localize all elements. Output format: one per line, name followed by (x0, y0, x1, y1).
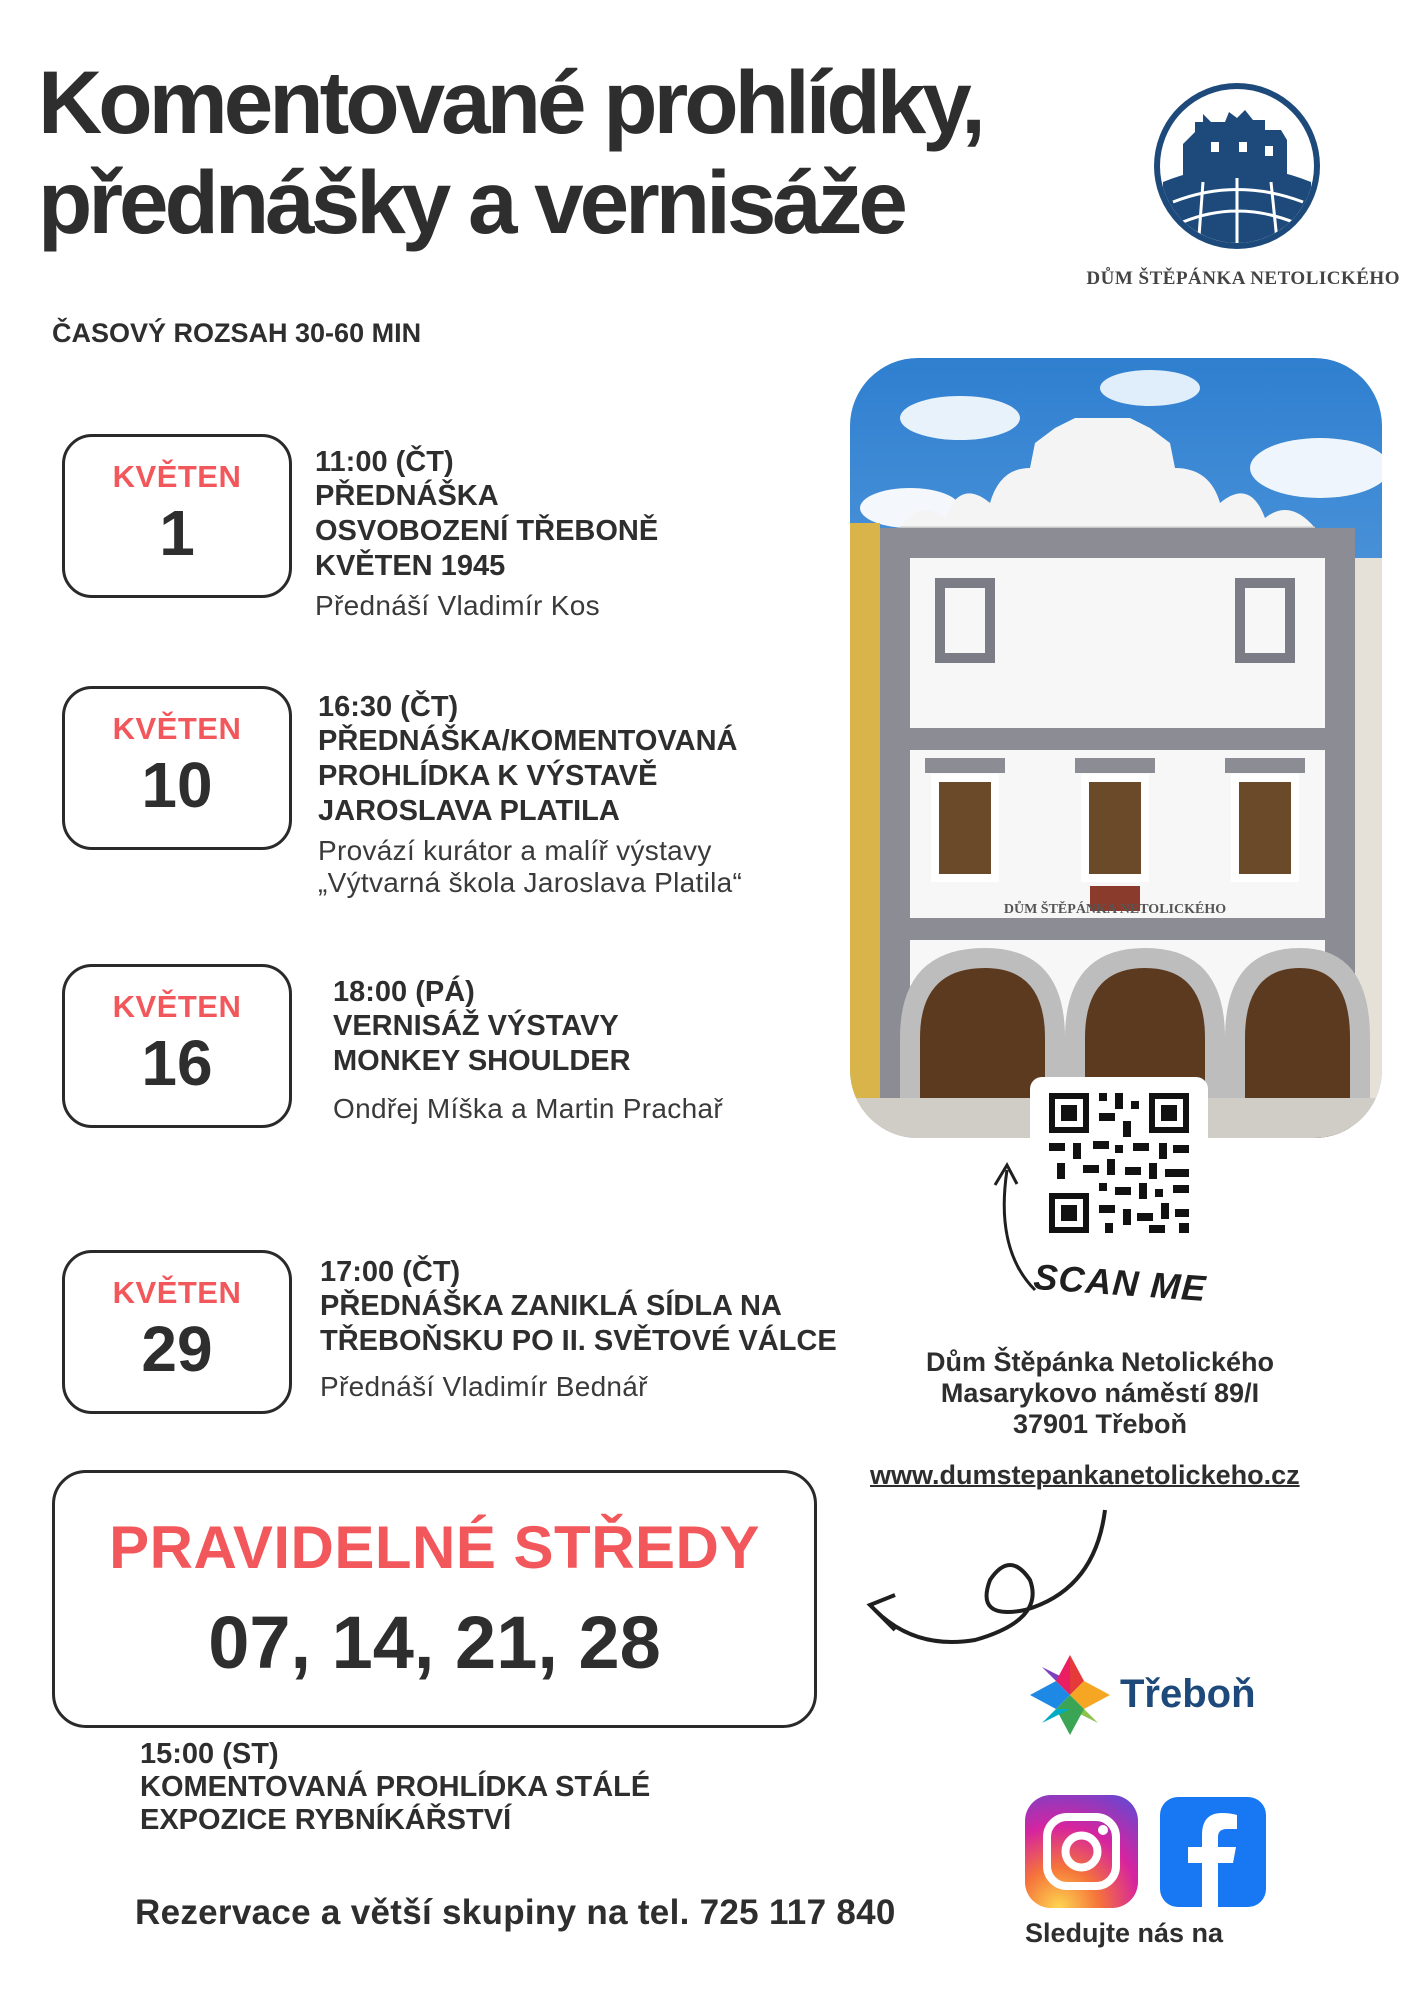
event-title-line: KVĚTEN 1945 (315, 550, 506, 582)
event-4-details (320, 1255, 837, 1403)
event-speaker: Přednáší Vladimír Kos (315, 590, 600, 621)
date-month: KVĚTEN (112, 459, 242, 494)
event-time: 11:00 (ČT) (315, 446, 454, 478)
event-title-line: PŘEDNÁŠKA ZANIKLÁ SÍDLA NA (320, 1290, 782, 1322)
page-title (38, 52, 1158, 252)
event-time: 18:00 (PÁ) (333, 976, 475, 1008)
duration-label: ČASOVÝ ROZSAH 30-60 MIN (52, 318, 422, 348)
wednesdays-info (140, 1738, 650, 1837)
event-3-details (333, 975, 723, 1125)
regular-wednesdays-box (52, 1470, 817, 1728)
instagram-icon[interactable] (1025, 1795, 1138, 1908)
event-time: 16:30 (ČT) (318, 691, 459, 723)
swirl-arrow-icon (855, 1500, 1115, 1660)
wednesdays-dates: 07, 14, 21, 28 (208, 1601, 661, 1684)
event-title-line: JAROSLAVA PLATILA (318, 795, 620, 827)
date-box-29 (62, 1250, 292, 1414)
event-time: 17:00 (ČT) (320, 1256, 461, 1288)
facade-sign-text: DŮM ŠTĚPÁNKA NETOLICKÉHO (1003, 902, 1227, 917)
address-line: Masarykovo náměstí 89/I (940, 1378, 1260, 1408)
date-box-16 (62, 964, 292, 1128)
qr-code-card[interactable] (1030, 1077, 1208, 1249)
event-1-details (315, 445, 658, 622)
event-speaker: „Výtvarná škola Jaroslava Platila“ (318, 867, 743, 898)
date-month: KVĚTEN (112, 1275, 242, 1310)
date-box-10 (62, 686, 292, 850)
date-box-1 (62, 434, 292, 598)
event-speaker: Ondřej Míška a Martin Prachař (333, 1093, 723, 1124)
address-block (870, 1347, 1330, 1440)
facebook-icon[interactable] (1160, 1797, 1266, 1907)
wednesdays-desc: KOMENTOVANÁ PROHLÍDKA STÁLÉ (140, 1771, 651, 1803)
date-day: 1 (159, 497, 195, 569)
trebon-logo-text: Třeboň (1120, 1672, 1256, 1716)
wednesdays-title: PRAVIDELNÉ STŘEDY (109, 1514, 760, 1581)
event-title-line: PŘEDNÁŠKA/KOMENTOVANÁ (318, 725, 738, 757)
trebon-city-logo (1025, 1650, 1255, 1740)
wednesdays-time: 15:00 (ST) (140, 1738, 279, 1770)
date-day: 10 (141, 749, 213, 821)
address-line: 37901 Třeboň (1012, 1409, 1188, 1439)
address-line: Dům Štěpánka Netolického (925, 1347, 1275, 1377)
date-day: 16 (141, 1027, 213, 1099)
event-title-line: PŘEDNÁŠKA (315, 480, 499, 512)
date-day: 29 (141, 1313, 213, 1385)
title-line-1: Komentované prohlídky, (38, 52, 982, 152)
scan-me-label: SCAN ME (1032, 1256, 1208, 1309)
follow-us-label: Sledujte nás na (1025, 1918, 1224, 1948)
event-title-line: PROHLÍDKA K VÝSTAVĚ (318, 760, 658, 792)
house-logo-icon (1153, 82, 1321, 250)
building-photo (850, 358, 1382, 1138)
logo-caption: DŮM ŠTĚPÁNKA NETOLICKÉHO (1086, 268, 1400, 289)
event-2-details (318, 690, 742, 899)
title-line-2: přednášky a vernisáže (38, 152, 904, 252)
wednesdays-desc: EXPOZICE RYBNÍKÁŘSTVÍ (140, 1804, 512, 1836)
event-title-line: VERNISÁŽ VÝSTAVY (333, 1010, 619, 1042)
reservation-note: Rezervace a větší skupiny na tel. 725 117 840 (135, 1893, 896, 1932)
trebon-star-icon (1025, 1650, 1115, 1740)
date-month: KVĚTEN (112, 989, 242, 1024)
qr-code-icon (1030, 1077, 1208, 1249)
event-title-line: OSVOBOZENÍ TŘEBONĚ (315, 515, 659, 547)
event-title-line: MONKEY SHOULDER (333, 1045, 631, 1077)
event-speaker: Provází kurátor a malíř výstavy (318, 835, 712, 866)
event-speaker: Přednáší Vladimír Bednář (320, 1371, 648, 1402)
event-title-line: TŘEBOŇSKU PO II. SVĚTOVÉ VÁLCE (320, 1325, 837, 1357)
date-month: KVĚTEN (112, 711, 242, 746)
website-link[interactable]: www.dumstepankanetolickeho.cz (870, 1460, 1300, 1490)
